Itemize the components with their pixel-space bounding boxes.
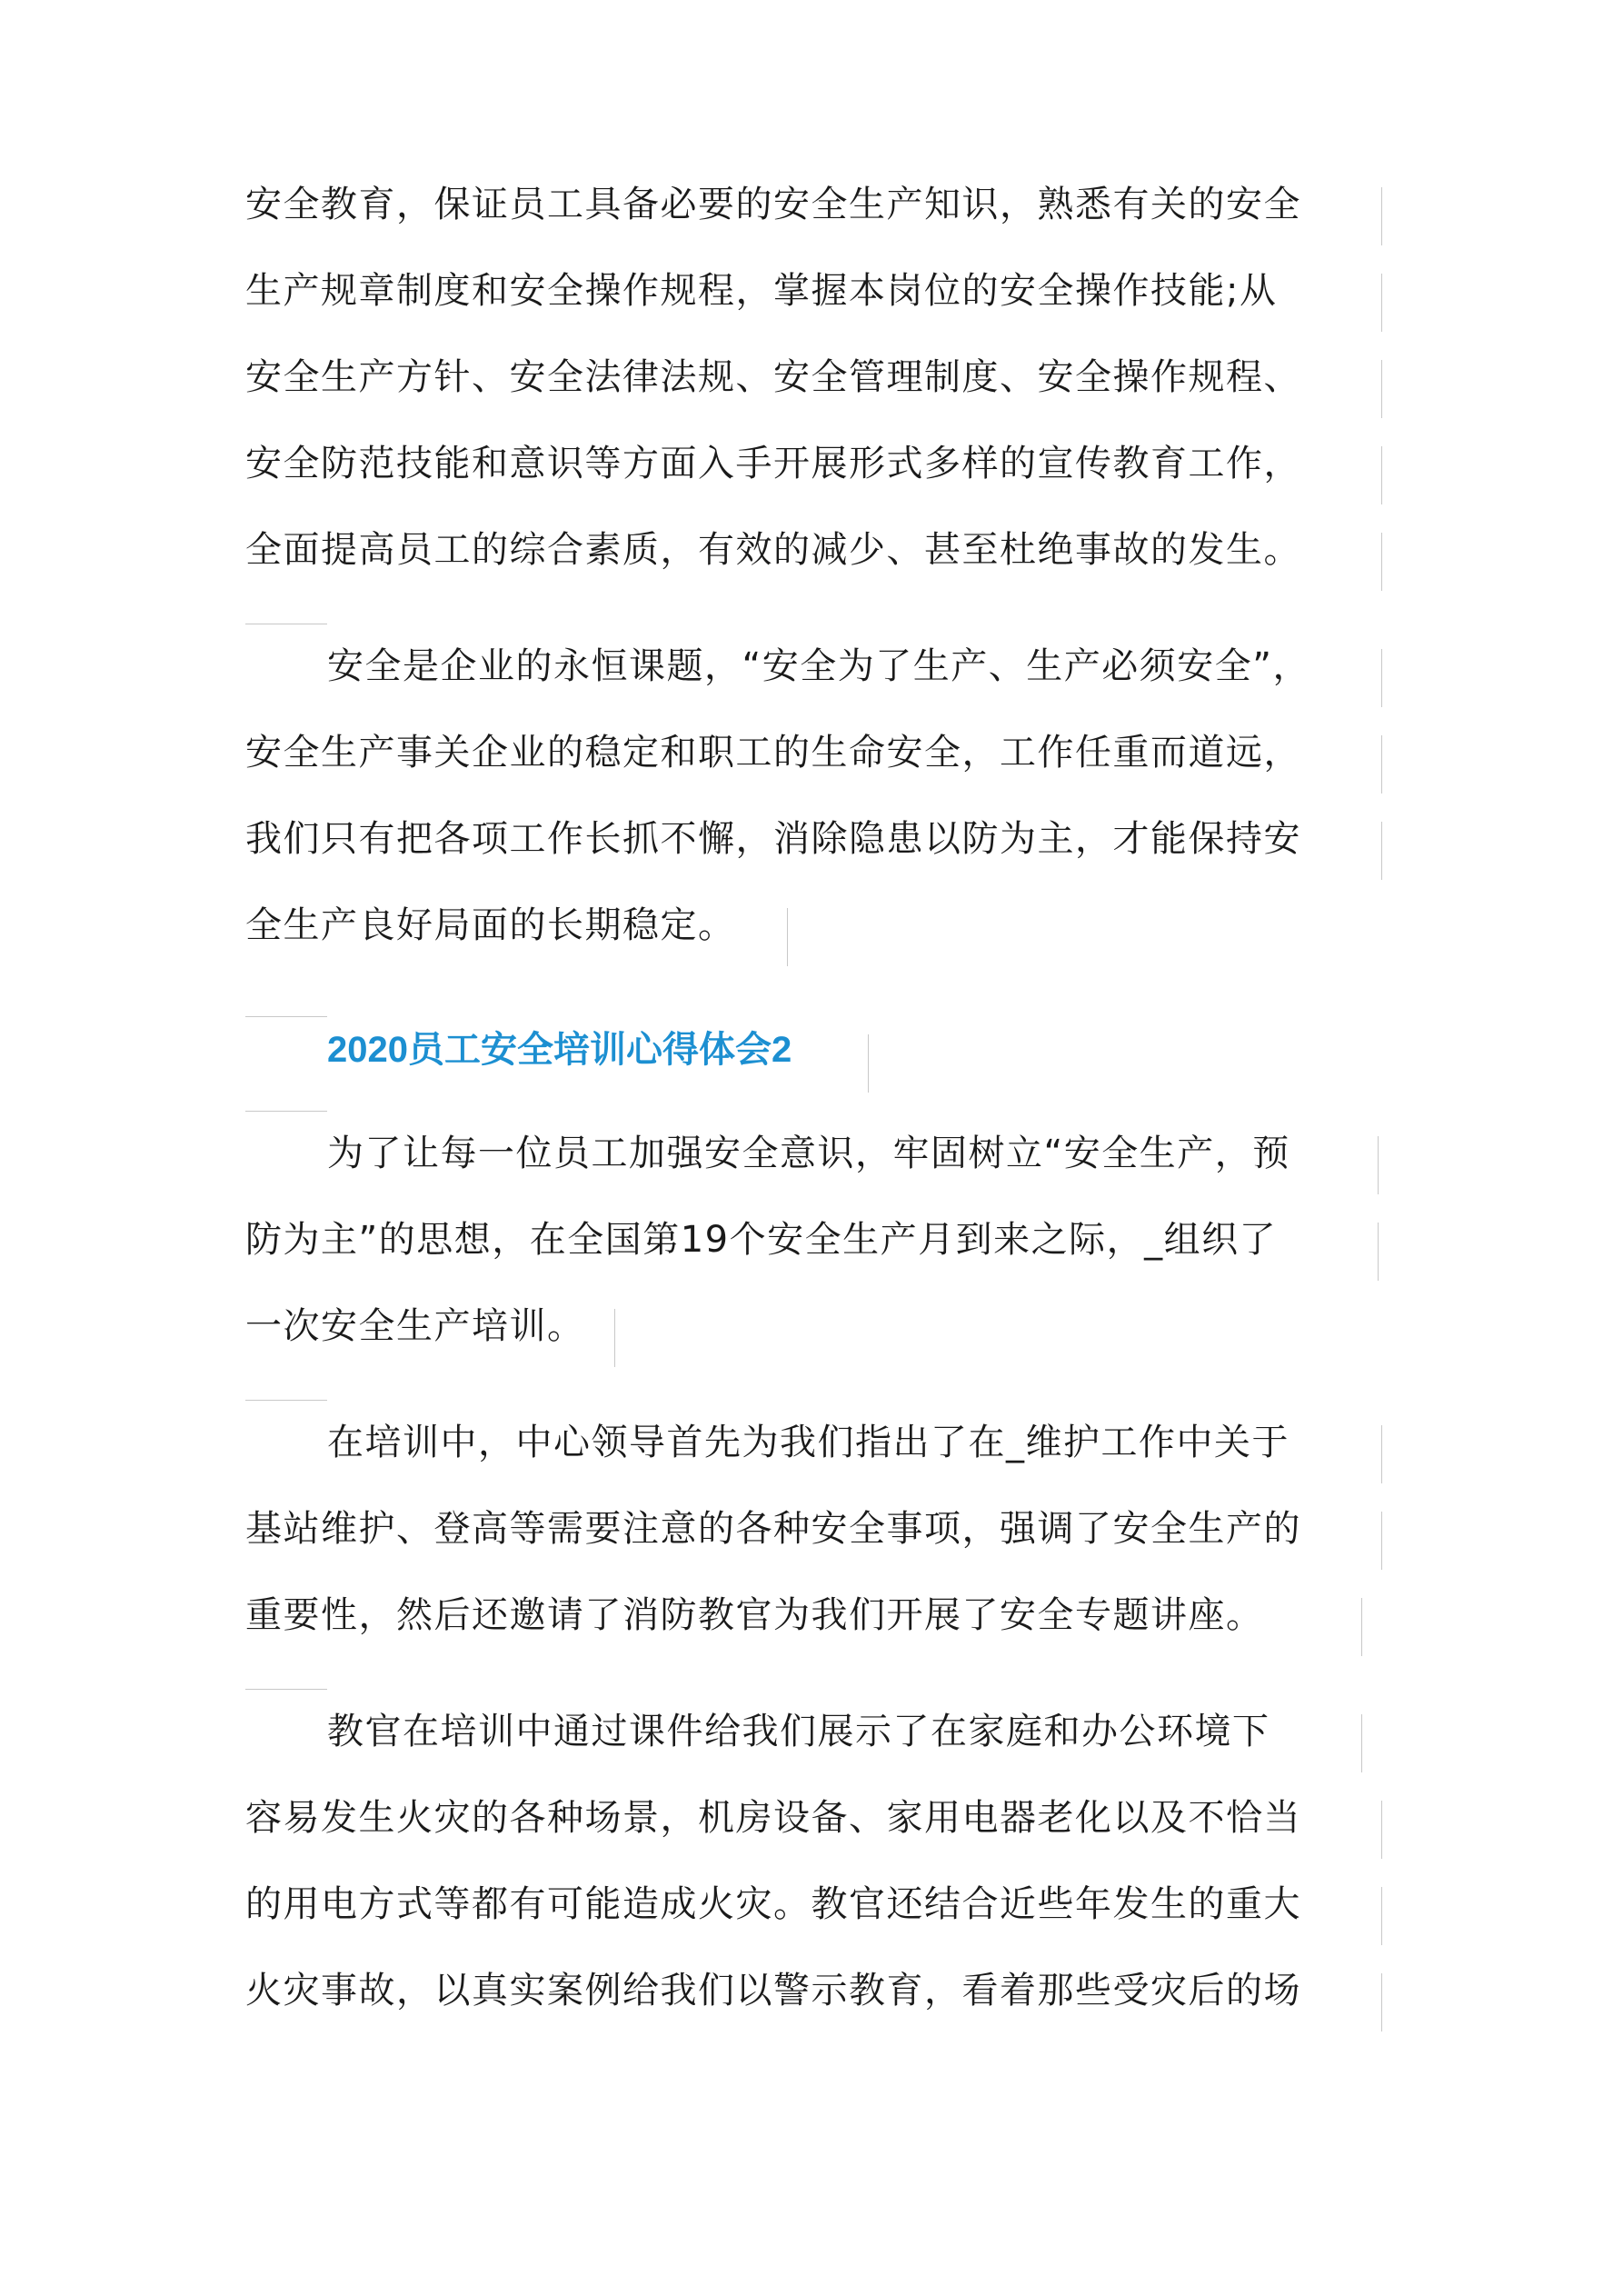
paragraph-line: 生产规章制度和安全操作规程，掌握本岗位的安全操作技能;从 (245, 270, 1278, 312)
frame-mark (1361, 1598, 1362, 1656)
paragraph-line: 安全防范技能和意识等方面入手开展形式多样的宣传教育工作， (245, 443, 1301, 484)
paragraph-1 (245, 162, 1390, 594)
paragraph-line: 安全是企业的永恒课题，“安全为了生产、生产必须安全”， (327, 645, 1310, 687)
frame-mark (1381, 735, 1382, 794)
frame-mark (1381, 187, 1382, 245)
frame-mark (868, 1034, 869, 1093)
paragraph-line: 全面提高员工的综合素质，有效的减少、甚至杜绝事故的发生。 (245, 529, 1301, 571)
paragraph-line: 重要性，然后还邀请了消防教官为我们开展了安全专题讲座。 (245, 1594, 1264, 1636)
frame-mark (1378, 1223, 1379, 1281)
frame-mark (1381, 1973, 1382, 2031)
paragraph-line: 安全生产方针、安全法律法规、安全管理制度、安全操作规程、 (245, 356, 1301, 398)
paragraph-line: 防为主”的思想，在全国第19个安全生产月到来之际，_组织了 (245, 1219, 1278, 1261)
paragraph-line: 教官在培训中通过课件给我们展示了在家庭和办公环境下 (327, 1711, 1270, 1752)
paragraph-4 (245, 1400, 1390, 1659)
frame-mark (1381, 274, 1382, 332)
frame-mark (614, 1309, 615, 1367)
frame-mark (1381, 1887, 1382, 1945)
paragraph-2 (245, 624, 1390, 969)
section-heading: 2020员工安全培训心得体会2 (327, 1030, 792, 1070)
paragraph-line: 容易发生火灾的各种场景，机房设备、家用电器老化以及不恰当 (245, 1797, 1301, 1839)
paragraph-5 (245, 1689, 1390, 2034)
frame-mark (1381, 1425, 1382, 1483)
paragraph-line: 为了让每一位员工加强安全意识，牢固树立“安全生产，预 (327, 1133, 1290, 1174)
paragraph-line: 安全教育，保证员工具备必要的安全生产知识，熟悉有关的安全 (245, 184, 1301, 225)
paragraph-line: 火灾事故，以真实案例给我们以警示教育，看着那些受灾后的场 (245, 1970, 1301, 2011)
paragraph-line: 在培训中，中心领导首先为我们指出了在_维护工作中关于 (327, 1422, 1289, 1463)
frame-mark (1381, 533, 1382, 591)
frame-mark (1361, 1714, 1362, 1772)
paragraph-line: 基站维护、登高等需要注意的各种安全事项，强调了安全生产的 (245, 1508, 1301, 1550)
frame-mark (1381, 822, 1382, 880)
frame-mark (787, 908, 788, 966)
paragraph-3 (245, 1111, 1390, 1370)
paragraph-line: 全生产良好局面的长期稳定。 (245, 904, 736, 946)
frame-mark (1381, 649, 1382, 707)
frame-mark (1381, 360, 1382, 418)
frame-mark (1378, 1136, 1379, 1194)
paragraph-line: 我们只有把各项工作长抓不懈，消除隐患以防为主，才能保持安 (245, 818, 1301, 860)
frame-mark (1381, 1512, 1382, 1570)
frame-mark (1381, 446, 1382, 504)
paragraph-line: 安全生产事关企业的稳定和职工的生命安全，工作任重而道远， (245, 732, 1301, 774)
paragraph-line: 一次安全生产培训。 (245, 1305, 585, 1347)
frame-mark (1381, 1801, 1382, 1859)
paragraph-line: 的用电方式等都有可能造成火灾。教官还结合近些年发生的重大 (245, 1883, 1301, 1925)
